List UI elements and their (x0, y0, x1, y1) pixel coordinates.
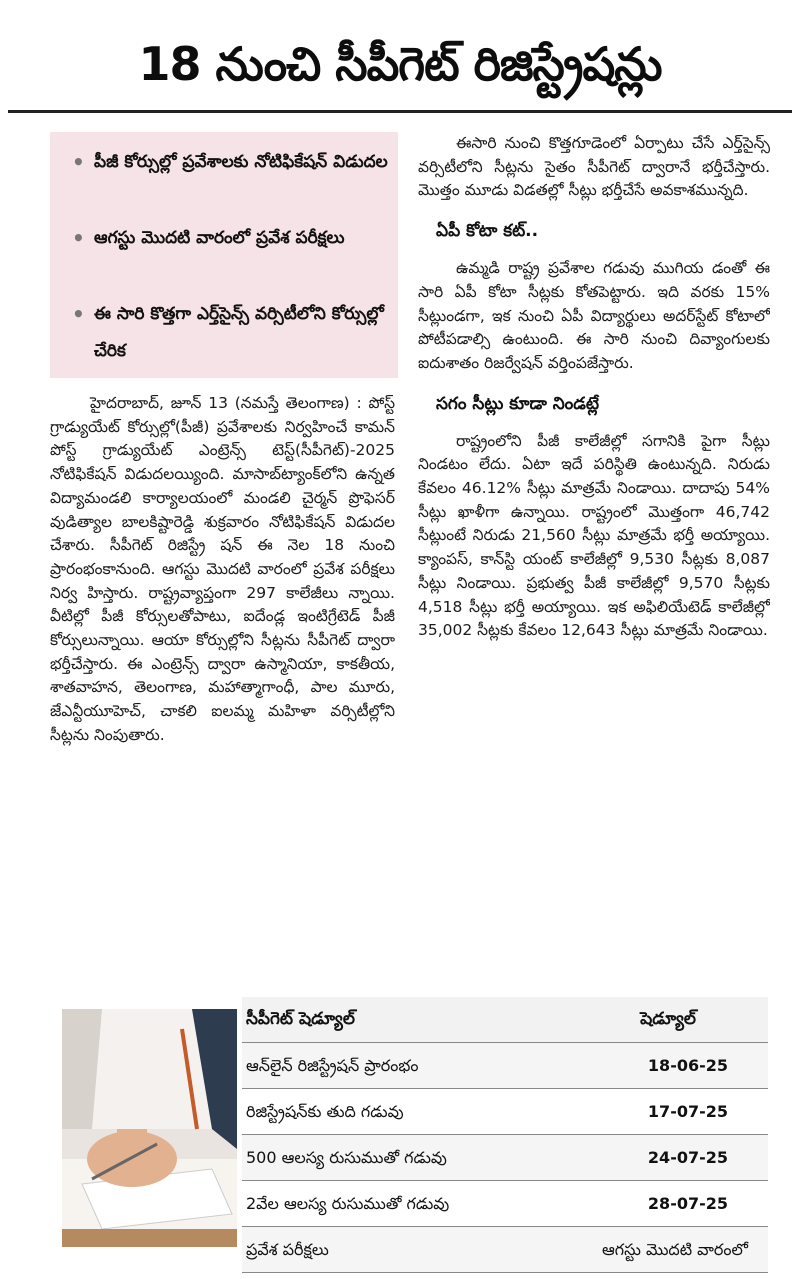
table-cell: ప్రవేశ పరీక్షలు (246, 1240, 329, 1259)
schedule-box (54, 997, 768, 1269)
article-body-right (418, 132, 770, 977)
subheading: ఏపీ కోటా కట్.. (436, 221, 539, 242)
paragraph: ఉమ్మడి రాష్ట్ర ప్రవేశాల గడువు ముగియ డంతో ఈ సారి ఏపీ కోటా సీట్లకు కోతపెట్టారు. ఇది వరకు 15% సీట్లుండగా, ఇక నుంచి ఏపీ విద్యార్థులు అదర్‌స్టేట్ కోటాలో పోటీపడాల్సి ఉంటుంది. ఈ సారి నుంచి దివ్యాంగులకు ఐదుశాతం రిజర్వేషన్ వర్తింపజేస్తారు. (418, 259, 770, 372)
table-row (242, 1181, 768, 1227)
table-cell: 28-07-25 (647, 1194, 728, 1213)
table-cell: రిజిస్ట్రేషన్‌కు తుది గడువు (246, 1102, 404, 1121)
table-row (242, 1135, 768, 1181)
schedule-table (242, 997, 768, 1273)
headline-divider (8, 110, 792, 113)
table-header-cell: సీపీగెట్ షెడ్యూల్ (246, 1009, 355, 1029)
table-cell: 18-06-25 (647, 1056, 728, 1075)
paragraph: ఈసారి నుంచి కొత్తగూడెంలో ఏర్పాటు చేసే ఎర్త్‌సైన్స్ వర్సిటీలోని సీట్లను సైతం సీపీగెట్ ద్వారానే భర్తీచేస్తారు. మొత్తం మూడు విడతల్లో సీట్లు భర్తీచేసే అవకాశమున్నది. (418, 134, 770, 200)
table-header-cell: షెడ్యూల్ (640, 1009, 696, 1029)
table-cell: 2వేల ఆలస్య రుసుముతో గడువు (246, 1194, 450, 1213)
table-row (242, 1227, 768, 1273)
table-row (242, 1089, 768, 1135)
highlights-box (50, 132, 398, 378)
highlight-item: • పీజీ కోర్సుల్లో ప్రవేశాలకు నోటిఫికేషన్ విడుదల (72, 144, 392, 181)
bullet-icon: • (72, 302, 85, 326)
headline: 18 నుంచి సీపీగెట్ రిజిస్ట్రేషన్లు (138, 37, 662, 91)
exam-photo (62, 1009, 237, 1247)
paragraph: రాష్ట్రంలోని పీజీ కాలేజీల్లో సగానికి పైగా సీట్లు నిండటం లేదు. ఏటా ఇదే పరిస్థితి ఉంటున్నది. నిరుడు కేవలం 46.12% సీట్లు మాత్రమే నిండాయి. దాదాపు 54% సీట్లు ఖాళీగా ఉన్నాయి. రాష్ట్రంలో మొత్తంగా 46,742 సీట్లుంటే నిరుడు 21,560 సీట్లు మాత్రమే భర్తీ అయ్యాయి. క్యాంపస్, కాన్‌స్టి యంట్ కాలేజీల్లో 9,530 సీట్లకు 8,087 సీట్లు నిండాయి. ప్రభుత్వ పీజీ కాలేజీల్లో 9,570 సీట్లకు 4,518 సీట్లు భర్తీ అయ్యాయి. ఇక అఫిలియేటెడ్ కాలేజీల్లో 35,002 సీట్లకు కేవలం 12,643 సీట్లు మాత్రమే నిండాయి. (418, 431, 770, 640)
table-cell: ఆగస్టు మొదటి వారంలో (602, 1240, 748, 1259)
table-cell: 500 ఆలస్య రుసుముతో గడువు (246, 1148, 447, 1167)
subheading: సగం సీట్లు కూడా నిండట్లే (436, 393, 599, 414)
student-writing-illustration (62, 1009, 237, 1247)
bullet-icon: • (72, 150, 85, 174)
highlight-item: • ఆగస్టు మొదటి వారంలో ప్రవేశ పరీక్షలు (72, 220, 392, 257)
bullet-icon: • (72, 226, 85, 250)
table-header-row (242, 997, 768, 1043)
table-cell: 24-07-25 (647, 1148, 728, 1167)
table-cell: 17-07-25 (647, 1102, 728, 1121)
table-cell: ఆన్‌లైన్ రిజిస్ట్రేషన్ ప్రారంభం (246, 1056, 419, 1075)
article-body-left: హైదరాబాద్, జూన్ 13 (నమస్తే తెలంగాణ) : పోస్ట్ గ్రాడ్యుయేట్ కోర్సుల్లో(పీజీ) ప్రవేశాలకు నిర్వహించే కామన్ పోస్ట్ గ్రాడ్యుయేట్ ఎంట్రెన్స్ టెస్ట్(సీపీగెట్)-2025 నోటిఫికేషన్ విడుదలయ్యింది. మాసాబ్‌ట్యాంక్‌లోని ఉన్నత విద్యామండలి కార్యాలయంలో మండలి చైర్మన్ ప్రొఫెసర్ వుడిత్యాల బాలకిష్టారెడ్డి శుక్రవారం నోటిఫికేషన్ విడుదల చేశారు. సీపీగెట్ రిజిస్ట్రే షన్ ఈ నెల 18 నుంచి ప్రారంభంకానుంది. ఆగస్టు మొదటి వారంలో ప్రవేశ పరీక్షలు నిర్వ హిస్తారు. రాష్ట్రవ్యాప్తంగా 297 కాలేజీలు న్నాయి. వీటిల్లో పీజీ కోర్సులతోపాటు, ఐదేండ్ల ఇంటిగ్రేటెడ్ పీజీ కోర్సులున్నాయి. ఆయా కోర్సుల్లోని సీట్లను సీపీగెట్ ద్వారా భర్తీచేస్తారు. ఈ ఎంట్రెన్స్ ద్వారా ఉస్మానియా, కాకతీయ, శాతవాహన, తెలంగాణ, మహాత్మాగాంధీ, పాల మూరు, జేఎన్టీయూహెచ్, చాకలి ఐలమ్మ మహిళా వర్సిటీల్లోని సీట్లను నింపుతారు. (50, 394, 395, 744)
table-row (242, 1043, 768, 1089)
highlight-item: • ఈ సారి కొత్తగా ఎర్త్‌సైన్స్ వర్సిటీలోని కోర్సుల్లో చేరిక (72, 296, 392, 370)
